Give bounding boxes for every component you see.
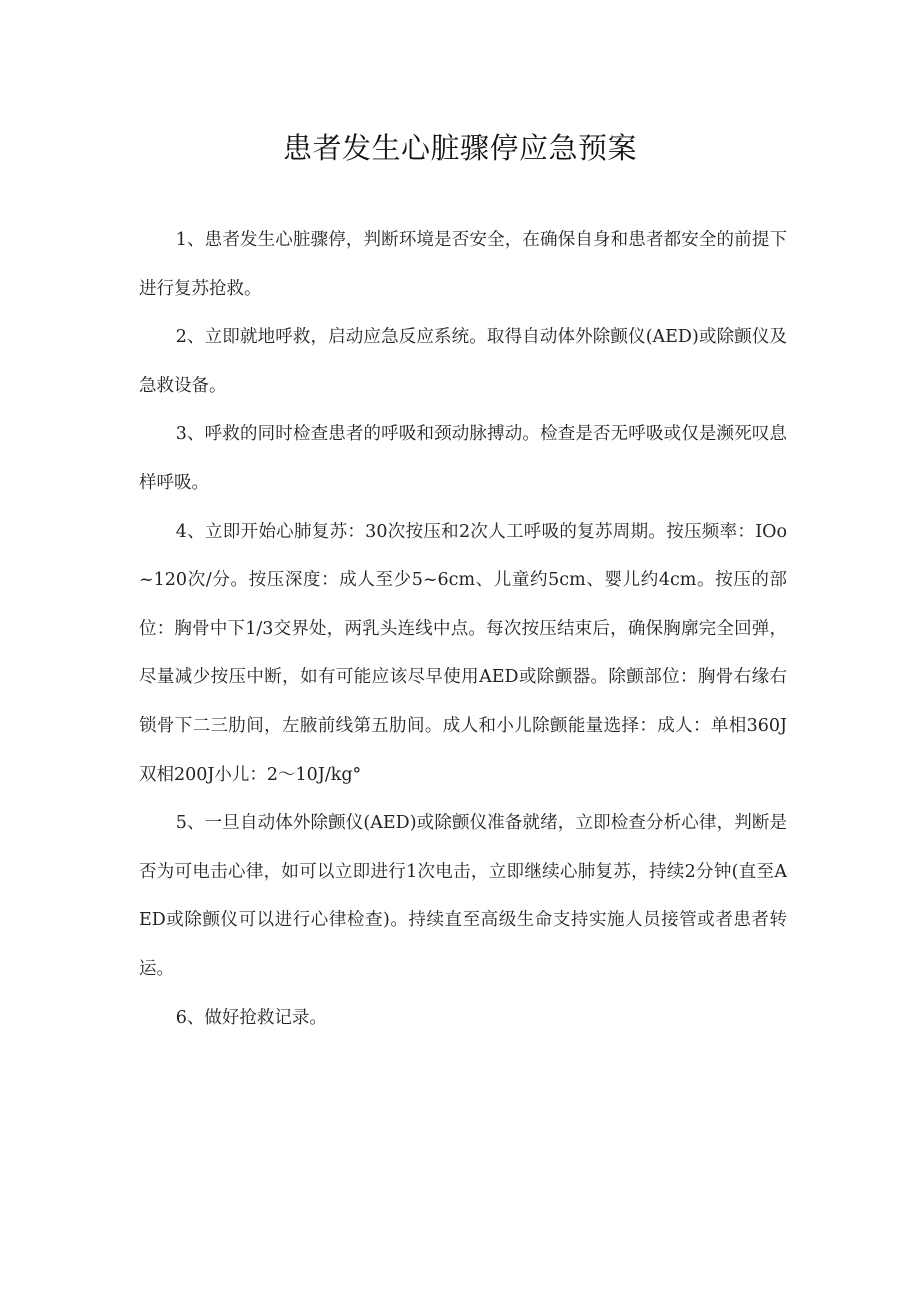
paragraph-5: 5、一旦自动体外除颤仪(AED)或除颤仪准备就绪，立即检查分析心律，判断是否为可电击心律，如可以立即进行1次电击，立即继续心肺复苏，持续2分钟(直至AED或除颤仪可以进行心律检查)。持续直至高级生命支持实施人员接管或者患者转运。	[139, 813, 787, 979]
paragraph-4: 4、立即开始心肺复苏：30次按压和2次人工呼吸的复苏周期。按压频率：IOo~120次/分。按压深度：成人至少5~6cm、儿童约5cm、婴儿约4cm。按压的部位：胸骨中下1/3交界处，两乳头连线中点。每次按压结束后，确保胸廓完全回弹，尽量减少按压中断，如有可能应该尽早使用AED或除颤器。除颤部位：胸骨右缘右锁骨下二三肋间，左腋前线第五肋间。成人和小儿除颤能量选择：成人：单相360J双相200J小儿：2～10J/kg°	[139, 521, 787, 785]
paragraph-2: 2、立即就地呼救，启动应急反应系统。取得自动体外除颤仪(AED)或除颤仪及急救设备。	[139, 327, 787, 396]
paragraph-1: 1、患者发生心脏骤停，判断环境是否安全，在确保自身和患者都安全的前提下进行复苏抢救。	[139, 230, 787, 299]
document-body	[139, 216, 787, 1042]
paragraph-6: 6、做好抢救记录。	[175, 1007, 327, 1028]
document-title: 患者发生心脏骤停应急预案	[282, 131, 637, 165]
paragraph-3: 3、呼救的同时检查患者的呼吸和颈动脉搏动。检查是否无呼吸或仅是濒死叹息样呼吸。	[139, 424, 787, 493]
